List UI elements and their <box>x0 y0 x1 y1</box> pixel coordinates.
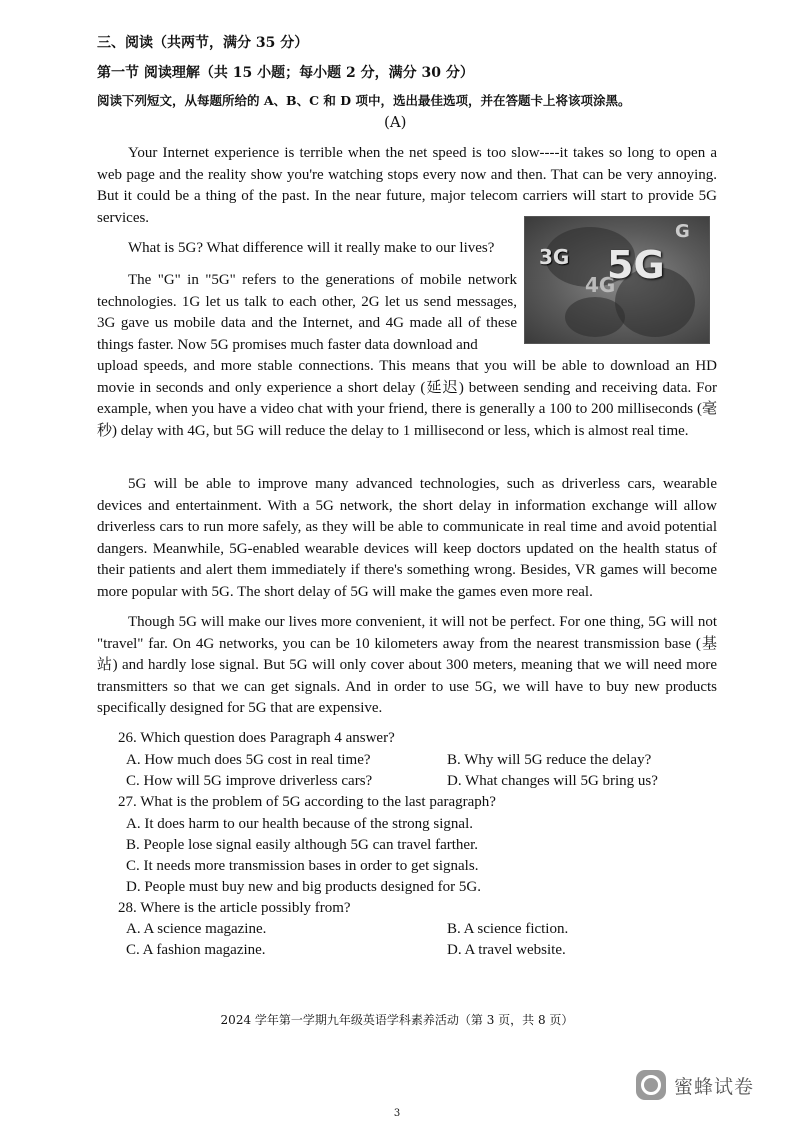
watermark <box>636 1070 754 1100</box>
question-27-stem: 27. What is the problem of 5G according to the last paragraph? <box>118 794 496 810</box>
question-26-option-b: B. Why will 5G reduce the delay? <box>447 752 652 768</box>
photo-label-g: G <box>675 221 690 242</box>
section-title: 三、阅读（共两节，满分 35 分） <box>97 35 309 51</box>
question-27-option-b: B. People lose signal easily although 5G can travel farther. <box>126 837 478 853</box>
paragraph-1: Your Internet experience is terrible when the net speed is too slow----it takes so long to open a web page and the reality show you're watching stops every now and then. That can be very annoying. But it could be a thing of the past. In the near future, major telecom carriers will start to provide 5G services. <box>97 145 717 226</box>
paragraph-3-part2: upload speeds, and more stable connections. This means that you will be able to download an HD movie in seconds and only experience a short delay (延迟) between sending and receiving data. For example, when you have a video chat with your friend, there is generally a 100 to 200 milliseconds (毫秒) delay with 4G, but 5G will reduce the delay to 1 millisecond or less, which is almost real time. <box>97 358 717 439</box>
page-number: 3 <box>393 1108 401 1119</box>
paragraph-3-part1: The "G" in "5G" refers to the generations of mobile network technologies. 1G let us talk to each other, 2G let us send messages, 3G gave us mobile data and the Internet, and 4G made all of these things faster. Now 5G promises much faster data download and <box>97 272 517 353</box>
paragraph-2: What is 5G? What difference will it really make to our lives? <box>128 240 495 256</box>
question-28-stem: 28. Where is the article possibly from? <box>118 900 351 916</box>
question-28-option-d: D. A travel website. <box>447 942 566 958</box>
photo-label-4g: 4G <box>585 273 616 297</box>
watermark-logo-icon <box>636 1070 666 1100</box>
paragraph-5: Though 5G will make our lives more convenient, it will not be perfect. For one thing, 5G will not "travel" far. On 4G networks, you can be 10 kilometers away from the nearest transmission base (基站) and hardly lose signal. But 5G will only cover about 300 meters, meaning that we will need more transmitters so that we can get signals. And in order to use 5G, we will have to buy new products specifically designed for 5G that are expensive. <box>97 614 717 716</box>
question-26-option-c: C. How will 5G improve driverless cars? <box>126 773 373 789</box>
paragraph-4: 5G will be able to improve many advanced technologies, such as driverless cars, wearable devices and entertainment. With a 5G network, the short delay in information exchange will allow driverless cars to run more safely, as they will be able to communicate in real time and avoid potential dangers. Meanwhile, 5G-enabled wearable devices will keep doctors updated on the health status of their patients and alert them immediately if there's something wrong. Besides, VR games will become more popular with 5G. The short delay of 5G will make the games even more real. <box>97 476 717 600</box>
5g-illustration-image <box>524 216 710 344</box>
part-title: 第一节 阅读理解（共 15 小题；每小题 2 分，满分 30 分） <box>97 65 474 81</box>
photo-label-3g: 3G <box>539 245 570 269</box>
instructions: 阅读下列短文，从每题所给的 A、B、C 和 D 项中，选出最佳选项，并在答题卡上将该项涂黑。 <box>97 93 631 108</box>
question-28-option-c: C. A fashion magazine. <box>126 942 266 958</box>
passage-label: (A) <box>384 113 407 131</box>
question-26-stem: 26. Which question does Paragraph 4 answer? <box>118 730 395 746</box>
watermark-text: 蜜蜂试卷 <box>674 1075 755 1098</box>
question-27-option-d: D. People must buy new and big products designed for 5G. <box>126 879 481 895</box>
question-27-option-a: A. It does harm to our health because of the strong signal. <box>126 816 473 832</box>
question-26-option-a: A. How much does 5G cost in real time? <box>126 752 371 768</box>
photo-label-5g: 5G <box>607 243 665 287</box>
page-footer: 2024 学年第一学期九年级英语学科素养活动（第 3 页，共 8 页） <box>220 1013 574 1027</box>
question-26-option-d: D. What changes will 5G bring us? <box>447 773 658 789</box>
question-28-option-b: B. A science fiction. <box>447 921 569 937</box>
question-28-option-a: A. A science magazine. <box>126 921 267 937</box>
question-27-option-c: C. It needs more transmission bases in order to get signals. <box>126 858 479 874</box>
